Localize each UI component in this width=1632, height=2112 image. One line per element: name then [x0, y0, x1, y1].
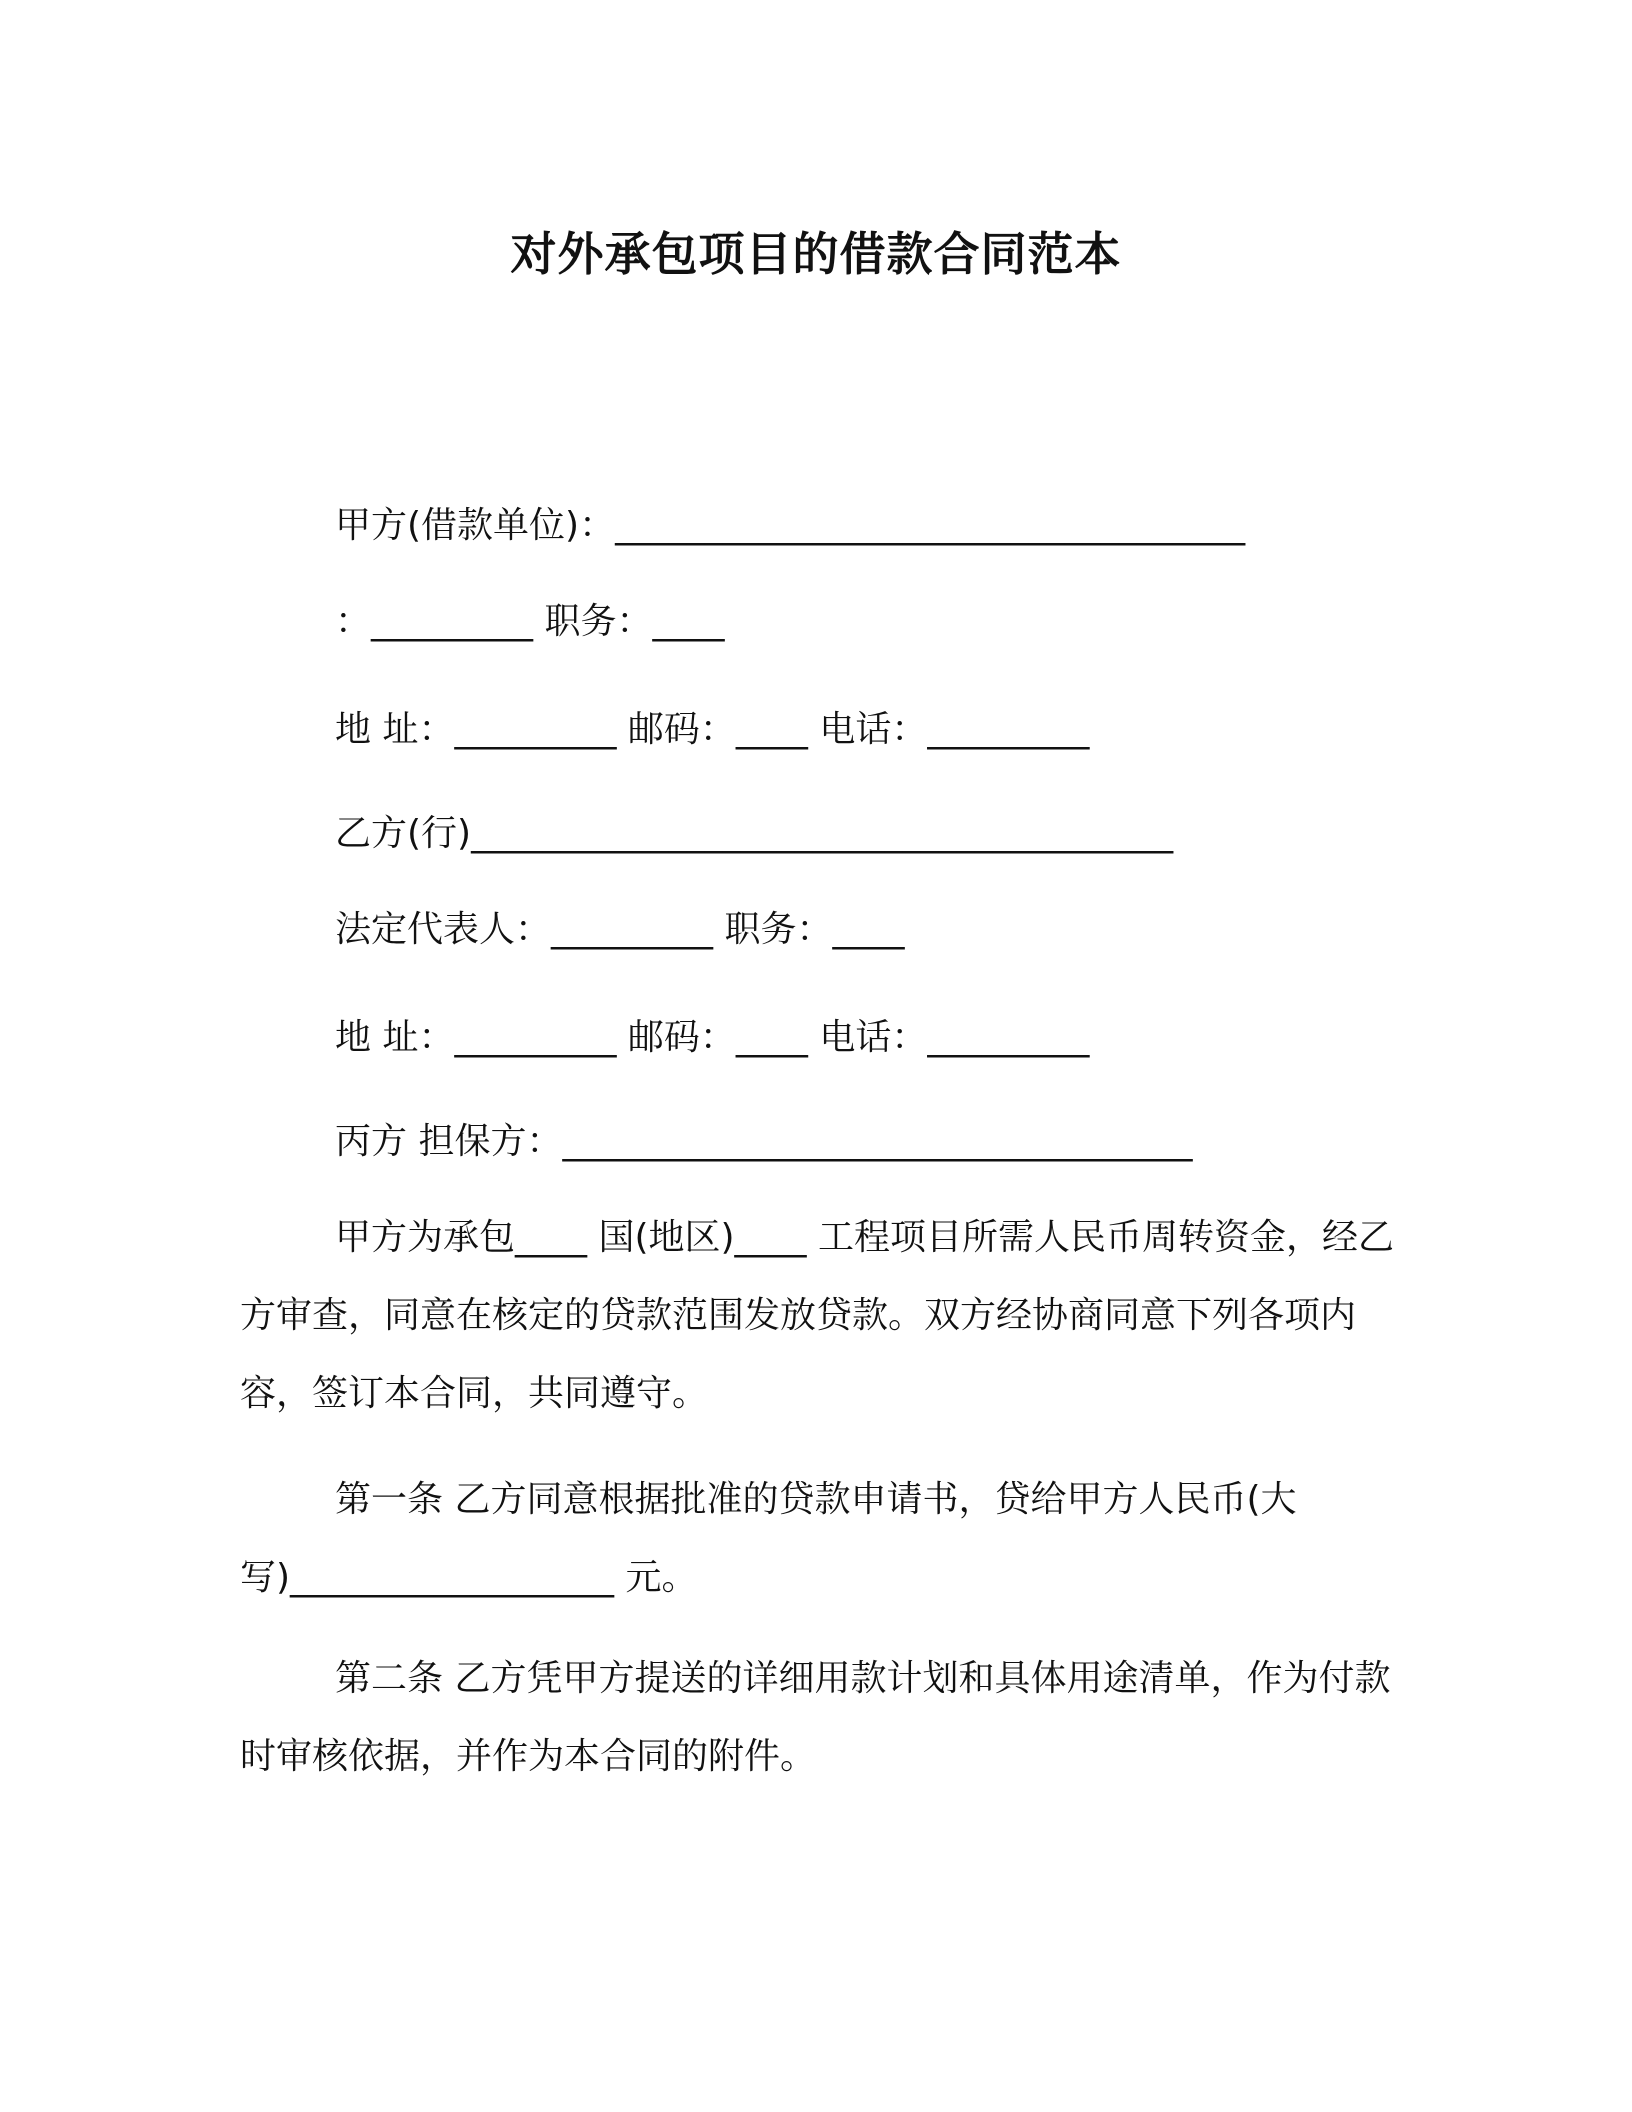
party-b-name-line: 乙方(行)_______________________________________	[335, 813, 1174, 854]
party-a-address-line: 地 址：_________ 邮码：____ 电话：_________	[335, 709, 1090, 750]
article-2-paragraph: 第二条 乙方凭甲方提送的详细用款计划和具体用途清单，作为付款时审核依据，并作为本合同的附件。	[240, 1658, 1391, 1777]
party-a-name-line: 甲方(借款单位)：___________________________________	[335, 505, 1246, 546]
party-b-representative-line: 法定代表人：_________ 职务：____	[335, 909, 905, 950]
party-b-address-line: 地 址：_________ 邮码：____ 电话：_________	[335, 1017, 1090, 1058]
party-a-representative-line: ：_________ 职务：____	[335, 601, 725, 642]
document-title: 对外承包项目的借款合同范本	[510, 227, 1122, 281]
party-c-guarantor-line: 丙方 担保方：___________________________________	[335, 1121, 1193, 1162]
intro-paragraph: 甲方为承包____ 国(地区)____ 工程项目所需人民币周转资金，经乙方审查，同意在核定的贷款范围发放贷款。双方经协商同意下列各项内容，签订本合同，共同遵守。	[240, 1217, 1394, 1414]
article-1-paragraph: 第一条 乙方同意根据批准的贷款申请书，贷给甲方人民币(大写)__________________ 元。	[240, 1479, 1297, 1598]
